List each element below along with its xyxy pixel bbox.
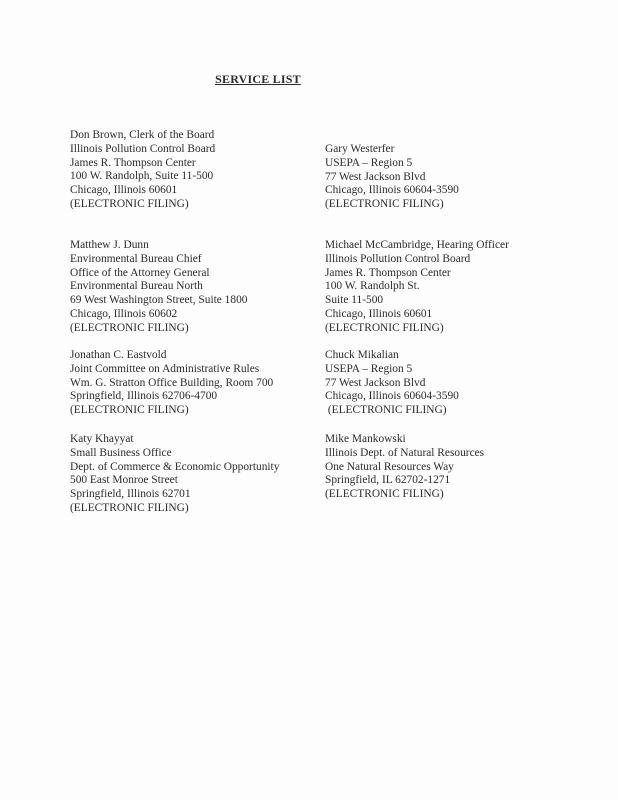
entry-line: James R. Thompson Center bbox=[70, 156, 196, 169]
entry-line: Chicago, Illinois 60602 bbox=[70, 307, 178, 320]
entry-line: James R. Thompson Center bbox=[325, 266, 451, 279]
service-entry-mikalian bbox=[325, 349, 459, 418]
entry-line: One Natural Resources Way bbox=[325, 460, 454, 473]
entry-line: Suite 11-500 bbox=[325, 294, 384, 307]
entry-line: (ELECTRONIC FILING) bbox=[325, 198, 444, 211]
entry-line: 500 East Monroe Street bbox=[70, 474, 178, 487]
entry-line: Environmental Bureau Chief bbox=[70, 252, 202, 265]
entry-line: Environmental Bureau North bbox=[70, 280, 203, 293]
service-entry-eastvold bbox=[70, 349, 273, 418]
entry-line: Illinois Pollution Control Board bbox=[70, 142, 216, 155]
entry-line: USEPA – Region 5 bbox=[325, 156, 413, 169]
entry-line: Small Business Office bbox=[70, 446, 172, 459]
entry-line: (ELECTRONIC FILING) bbox=[70, 404, 189, 417]
entry-line: Mike Mankowski bbox=[325, 433, 406, 445]
entry-line: 100 W. Randolph St. bbox=[325, 280, 420, 293]
page-title: SERVICE LIST bbox=[215, 72, 301, 86]
entry-line: (ELECTRONIC FILING) bbox=[325, 404, 447, 417]
entry-line: 100 W. Randolph, Suite 11-500 bbox=[70, 170, 214, 183]
entry-line: (ELECTRONIC FILING) bbox=[70, 501, 189, 514]
entry-line: Office of the Attorney General bbox=[70, 266, 210, 279]
entry-line: Chuck Mikalian bbox=[325, 349, 399, 361]
entry-line: Chicago, Illinois 60604-3590 bbox=[325, 390, 459, 403]
entry-line: Springfield, Illinois 62701 bbox=[70, 488, 191, 501]
entry-line: Wm. G. Stratton Office Building, Room 700 bbox=[70, 376, 274, 389]
entry-line: 77 West Jackson Blvd bbox=[325, 170, 426, 183]
entry-line: Chicago, Illinois 60601 bbox=[325, 307, 433, 320]
entry-line: 69 West Washington Street, Suite 1800 bbox=[70, 294, 248, 307]
entry-line: 77 West Jackson Blvd bbox=[325, 376, 426, 389]
entry-line: Katy Khayyat bbox=[70, 433, 134, 445]
entry-line: Dept. of Commerce & Economic Opportunity bbox=[70, 460, 280, 473]
entry-line: Gary Westerfer bbox=[325, 143, 395, 155]
service-entry-mankowski bbox=[325, 433, 484, 502]
entry-line: (ELECTRONIC FILING) bbox=[70, 321, 189, 334]
service-entry-khayyat bbox=[70, 433, 279, 516]
entry-line: Chicago, Illinois 60601 bbox=[70, 184, 178, 197]
entry-line: Illinois Dept. of Natural Resources bbox=[325, 446, 485, 459]
entry-line: Jonathan C. Eastvold bbox=[70, 349, 167, 361]
service-entry-mccambridge bbox=[325, 239, 509, 336]
entry-line: (ELECTRONIC FILING) bbox=[325, 488, 444, 501]
entry-line: USEPA – Region 5 bbox=[325, 362, 413, 375]
entry-line: (ELECTRONIC FILING) bbox=[70, 197, 189, 210]
service-entry-westerfer bbox=[325, 143, 459, 212]
entry-line: Illinois Pollution Control Board bbox=[325, 252, 471, 265]
entry-line: Don Brown, Clerk of the Board bbox=[70, 129, 215, 141]
service-entry-clerk bbox=[70, 129, 215, 212]
entry-line: Springfield, IL 62702-1271 bbox=[325, 474, 451, 487]
entry-line: Michael McCambridge, Hearing Officer bbox=[325, 239, 509, 251]
entry-line: (ELECTRONIC FILING) bbox=[325, 321, 444, 334]
entry-line: Joint Committee on Administrative Rules bbox=[70, 362, 260, 375]
entry-line: Matthew J. Dunn bbox=[70, 239, 149, 251]
entry-line: Springfield, Illinois 62706-4700 bbox=[70, 390, 218, 403]
entry-line: Chicago, Illinois 60604-3590 bbox=[325, 184, 459, 197]
service-entry-dunn bbox=[70, 239, 247, 336]
